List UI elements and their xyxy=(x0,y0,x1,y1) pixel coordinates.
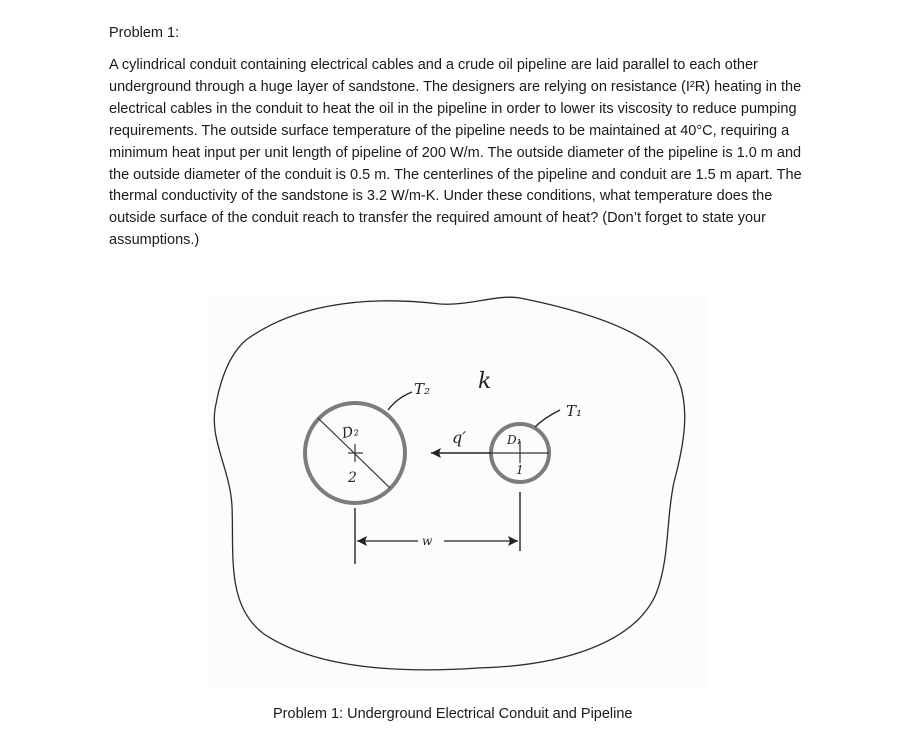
problem-statement: A cylindrical conduit containing electrical cables and a crude oil pipeline are laid parallel to each other underground through a huge layer of sandstone. The designers are relying on resistance (I²R) heating in the electrical cables in the conduit to heat the oil in the pipeline in order to lower its viscosity to reduce pumping requirements. The outside surface temperature of the pipeline needs to be maintained at 40°C, requiring a minimum heat input per unit length of pipeline of 200 W/m. The outside diameter of the pipeline is 1.0 m and the outside diameter of the conduit is 0.5 m. The centerlines of the pipeline and conduit are 1.5 m apart. The thermal conductivity of the sandstone is 3.2 W/m-K. Under these conditions, what temperature does the outside surface of the conduit reach to transfer the required amount of heat? (Don’t forget to state your assumptions.) xyxy=(109,57,802,249)
label-d2-value: 2 xyxy=(348,470,357,486)
label-k: k xyxy=(478,369,492,394)
label-w: w xyxy=(422,534,433,548)
figure-caption: Problem 1: Underground Electrical Conduit and Pipeline xyxy=(273,706,633,722)
label-t2: T₂ xyxy=(414,380,431,398)
t1-leader-line xyxy=(535,410,560,427)
problem-heading: Problem 1: xyxy=(109,25,180,41)
t2-leader-line xyxy=(388,392,412,410)
hand-drawn-figure xyxy=(208,296,708,688)
label-d2: D₂ xyxy=(340,422,361,443)
label-d1-value: 1 xyxy=(516,463,524,477)
figure-sketch xyxy=(208,296,708,688)
sandstone-boundary xyxy=(214,297,685,670)
label-d1: D₁ xyxy=(507,433,522,447)
label-t1: T₁ xyxy=(566,402,583,420)
label-q-prime: q′ xyxy=(452,428,466,447)
